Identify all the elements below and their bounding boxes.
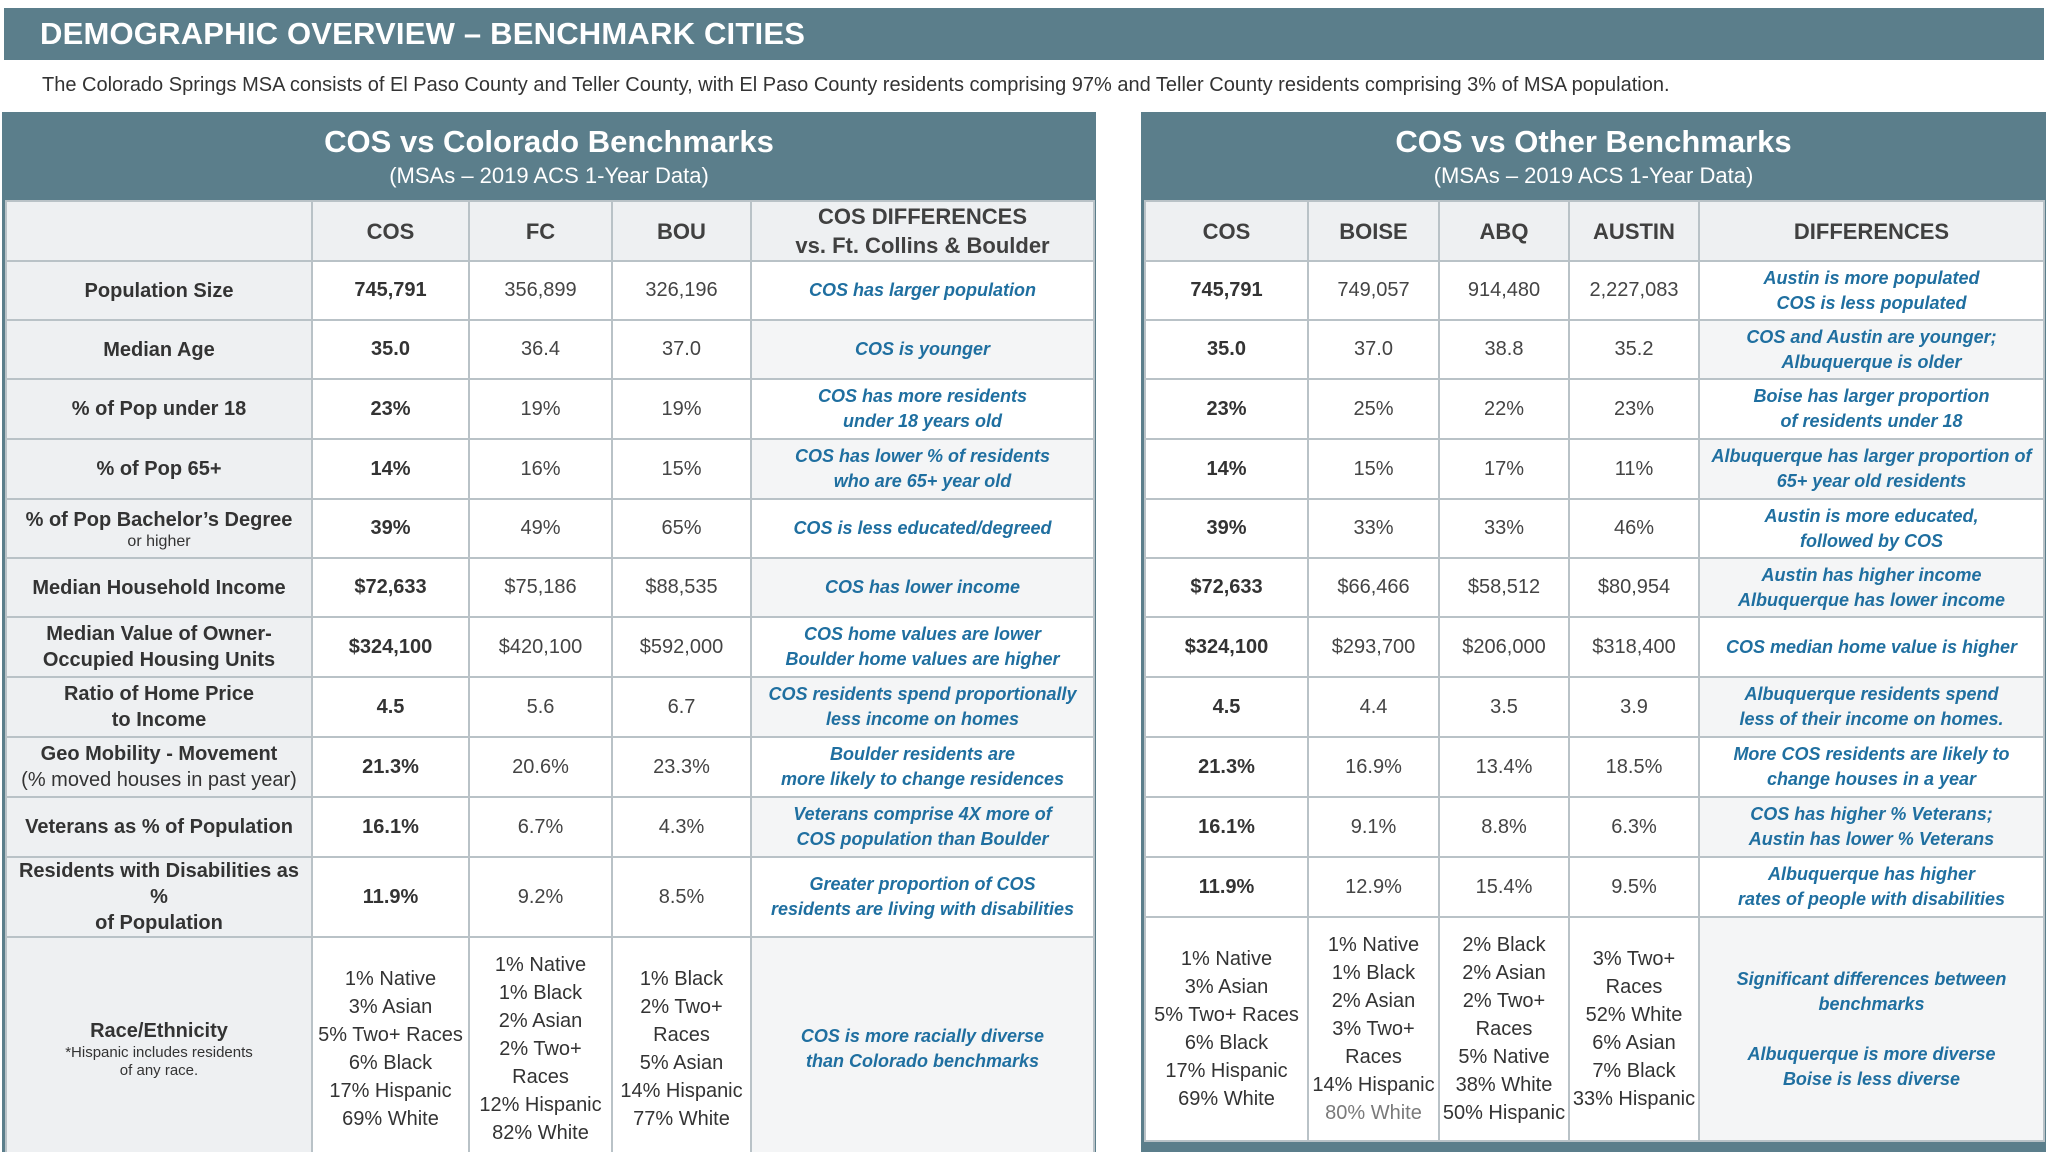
race-line: 2% Asian — [1462, 962, 1546, 984]
row-label-line: Race/Ethnicity — [90, 1020, 228, 1042]
austin-value: $318,400 — [1569, 617, 1699, 677]
fc-value: 9.2% — [469, 857, 612, 937]
bou-value: $592,000 — [612, 617, 751, 677]
abq-value: 38.8 — [1439, 320, 1569, 379]
difference-line: followed by COS — [1799, 530, 1943, 551]
cos-value: 23% — [1145, 379, 1308, 439]
difference-line: less of their income on homes. — [1739, 709, 2004, 729]
difference-note — [1699, 797, 2044, 857]
other-benchmarks-table — [1144, 200, 2045, 1142]
difference-line: under 18 years old — [842, 411, 1003, 431]
bou-value: 37.0 — [612, 320, 751, 379]
race-line: 3% Asian — [1184, 976, 1269, 998]
row-label-line: Ratio of Home Price — [63, 683, 255, 705]
col-header-austin: AUSTIN — [1569, 201, 1699, 261]
table-row — [1145, 857, 2044, 917]
difference-line: residents are living with disabilities — [770, 899, 1075, 919]
race-line: 6% Asian — [1592, 1032, 1676, 1054]
header-row — [6, 201, 1094, 261]
table-row — [1145, 379, 2044, 439]
race-row — [1145, 917, 2044, 1141]
fc-value: 36.4 — [469, 320, 612, 379]
table-row — [1145, 439, 2044, 499]
race-line: Races — [512, 1066, 569, 1088]
race-line: 5% Native — [1458, 1046, 1550, 1068]
difference-note — [1699, 857, 2044, 917]
row-label — [6, 677, 312, 737]
bou-value: 15% — [612, 439, 751, 499]
row-label-line: to Income — [111, 709, 207, 731]
cos-value: $72,633 — [1145, 558, 1308, 617]
race-line: 1% Black — [639, 968, 724, 990]
difference-note — [1699, 379, 2044, 439]
cos-value: 14% — [1145, 439, 1308, 499]
cos-value: $324,100 — [312, 617, 469, 677]
austin-value: 23% — [1569, 379, 1699, 439]
header-row — [1145, 201, 2044, 261]
cos-value: 21.3% — [1145, 737, 1308, 797]
boise-race-breakdown — [1308, 917, 1439, 1141]
table-row — [6, 379, 1094, 439]
bou-value: 19% — [612, 379, 751, 439]
difference-line: Austin has lower % Veterans — [1748, 829, 1995, 849]
cos-value: 16.1% — [312, 797, 469, 857]
panel-title: COS vs Other Benchmarks — [1395, 124, 1792, 159]
difference-note: COS is younger — [751, 320, 1094, 379]
bou-race-breakdown — [612, 937, 751, 1152]
race-line: 50% Hispanic — [1442, 1102, 1566, 1124]
race-line: 2% Asian — [1331, 990, 1416, 1012]
difference-note — [751, 617, 1094, 677]
race-line: 69% White — [342, 1108, 439, 1130]
table-row — [6, 558, 1094, 617]
race-line: 12% Hispanic — [479, 1094, 602, 1116]
race-line: 1% Black — [498, 982, 583, 1004]
cos-value: 4.5 — [312, 677, 469, 737]
abq-value: 22% — [1439, 379, 1569, 439]
austin-value: 46% — [1569, 499, 1699, 558]
race-line: 1% Black — [1331, 962, 1416, 984]
difference-line: COS has more residents — [817, 386, 1028, 406]
difference-line: More COS residents are likely to — [1733, 744, 2010, 764]
row-label — [6, 737, 312, 797]
page-subtitle: The Colorado Springs MSA consists of El Paso County and Teller County, with El Paso County residents comprising 97% and Teller County residents comprising 3% of MSA population. — [42, 74, 1670, 96]
race-line: 3% Two+ — [1332, 1018, 1415, 1040]
race-line: 5% Two+ Races — [318, 1024, 463, 1046]
row-label-line: (% moved houses in past year) — [21, 769, 297, 791]
fc-value: 16% — [469, 439, 612, 499]
austin-value: 11% — [1569, 439, 1699, 499]
difference-line: who are 65+ year old — [833, 471, 1012, 491]
row-label — [6, 857, 312, 937]
row-label-line: Median Value of Owner- — [46, 623, 272, 645]
bou-value: 326,196 — [612, 261, 751, 320]
race-line: 2% Asian — [498, 1010, 583, 1032]
austin-value: $80,954 — [1569, 558, 1699, 617]
difference-line: Boise is less diverse — [1782, 1068, 1961, 1089]
austin-value: 9.5% — [1569, 857, 1699, 917]
cos-value: 11.9% — [312, 857, 469, 937]
table-row — [6, 737, 1094, 797]
row-label-line: Geo Mobility - Movement — [40, 743, 278, 765]
row-label-line: % of Pop Bachelor’s Degree — [25, 508, 293, 531]
abq-value: 8.8% — [1439, 797, 1569, 857]
table-row — [1145, 617, 2044, 677]
boise-value: 749,057 — [1308, 261, 1439, 320]
race-line: Races — [653, 1024, 710, 1046]
boise-value: 37.0 — [1308, 320, 1439, 379]
abq-value: 914,480 — [1439, 261, 1569, 320]
race-line: 14% Hispanic — [1312, 1074, 1435, 1096]
table-row — [6, 677, 1094, 737]
colorado-benchmarks-table — [5, 200, 1095, 1152]
difference-note — [751, 439, 1094, 499]
col-header-differences: DIFFERENCES — [1699, 201, 2044, 261]
row-label-line: of Population — [95, 912, 223, 934]
cos-value: 745,791 — [312, 261, 469, 320]
col-header-boise: BOISE — [1308, 201, 1439, 261]
difference-note — [1699, 320, 2044, 379]
difference-line: Albuquerque has higher — [1767, 864, 1976, 884]
difference-note — [751, 797, 1094, 857]
race-line: 3% Two+ — [1592, 948, 1676, 970]
col-header-fc: FC — [469, 201, 612, 261]
boise-value: 9.1% — [1308, 797, 1439, 857]
bou-value: 23.3% — [612, 737, 751, 797]
difference-note — [751, 737, 1094, 797]
race-line: 3% Asian — [348, 996, 433, 1018]
row-label: Veterans as % of Population — [6, 797, 312, 857]
col-header-bou: BOU — [612, 201, 751, 261]
austin-value: 6.3% — [1569, 797, 1699, 857]
abq-race-breakdown — [1439, 917, 1569, 1141]
abq-value: 13.4% — [1439, 737, 1569, 797]
difference-line: COS and Austin are younger; — [1746, 326, 1997, 347]
cos-value: 745,791 — [1145, 261, 1308, 320]
bou-value: 65% — [612, 499, 751, 558]
row-label: Median Age — [6, 320, 312, 379]
difference-line: 65+ year old residents — [1776, 471, 1967, 491]
austin-race-breakdown — [1569, 917, 1699, 1141]
difference-line: more likely to change residences — [780, 769, 1065, 789]
abq-value: $206,000 — [1439, 617, 1569, 677]
cos-value: 35.0 — [1145, 320, 1308, 379]
cos-value: 39% — [312, 499, 469, 558]
difference-note — [751, 857, 1094, 937]
cos-value: 21.3% — [312, 737, 469, 797]
col-header-cos: COS — [1145, 201, 1308, 261]
difference-line: benchmarks — [1818, 993, 1925, 1014]
difference-line: than Colorado benchmarks — [805, 1051, 1040, 1071]
difference-line: Greater proportion of COS — [809, 874, 1036, 894]
race-line: 52% White — [1585, 1004, 1683, 1026]
cos-race-breakdown — [1145, 917, 1308, 1141]
table-row — [6, 320, 1094, 379]
difference-note — [751, 379, 1094, 439]
difference-line: Boulder home values are higher — [785, 649, 1060, 669]
table-row — [6, 617, 1094, 677]
cos-value: 11.9% — [1145, 857, 1308, 917]
boise-value: 4.4 — [1308, 677, 1439, 737]
race-line: 1% Native — [1180, 948, 1273, 970]
difference-line: Austin has higher income — [1761, 564, 1982, 585]
race-line: 17% Hispanic — [329, 1080, 452, 1102]
abq-value: 33% — [1439, 499, 1569, 558]
race-row — [6, 937, 1094, 1152]
race-line: Races — [1605, 976, 1663, 998]
bou-value: $88,535 — [612, 558, 751, 617]
table-row — [6, 261, 1094, 320]
difference-note — [1699, 917, 2044, 1141]
race-line: 1% Native — [1327, 934, 1420, 956]
row-label-line: Occupied Housing Units — [42, 649, 276, 671]
race-line: 33% Hispanic — [1572, 1088, 1696, 1110]
race-line: 2% Two+ — [1462, 990, 1546, 1012]
difference-note — [1699, 499, 2044, 558]
fc-value: 19% — [469, 379, 612, 439]
race-line: 2% Two+ — [640, 996, 723, 1018]
bou-value: 4.3% — [612, 797, 751, 857]
race-line: 69% White — [1178, 1088, 1275, 1110]
race-line: Races — [1345, 1046, 1402, 1068]
abq-value: 3.5 — [1439, 677, 1569, 737]
race-line: 82% White — [492, 1122, 589, 1144]
race-line: 6% Black — [1184, 1032, 1269, 1054]
boise-value: $66,466 — [1308, 558, 1439, 617]
cos-value: 14% — [312, 439, 469, 499]
fc-value: 6.7% — [469, 797, 612, 857]
difference-line: COS home values are lower — [803, 624, 1042, 644]
race-line: 5% Asian — [639, 1052, 724, 1074]
row-label-note: or higher — [127, 532, 191, 550]
race-line: 2% Two+ — [499, 1038, 582, 1060]
race-line: Races — [1475, 1018, 1533, 1040]
fc-value: 5.6 — [469, 677, 612, 737]
cos-value: 16.1% — [1145, 797, 1308, 857]
row-label-line: Residents with Disabilities as % — [18, 860, 300, 908]
difference-line: Boulder residents are — [829, 744, 1016, 764]
row-label-note: *Hispanic includes residents — [65, 1044, 253, 1061]
difference-line: Austin is more populated — [1763, 267, 1980, 288]
col-header-differences-line1: COS DIFFERENCES — [817, 204, 1028, 229]
abq-value: 15.4% — [1439, 857, 1569, 917]
col-header-differences-line2: vs. Ft. Collins & Boulder — [795, 233, 1050, 258]
difference-line: COS residents spend proportionally — [768, 684, 1077, 704]
table-row — [6, 857, 1094, 937]
panel-title: COS vs Colorado Benchmarks — [324, 124, 774, 159]
boise-value: 25% — [1308, 379, 1439, 439]
difference-line: change houses in a year — [1766, 769, 1977, 789]
race-line: 80% White — [1325, 1102, 1422, 1124]
abq-value: $58,512 — [1439, 558, 1569, 617]
austin-value: 2,227,083 — [1569, 261, 1699, 320]
table-row — [1145, 320, 2044, 379]
difference-line: rates of people with disabilities — [1737, 889, 2006, 909]
col-header-cos: COS — [312, 201, 469, 261]
row-label: % of Pop under 18 — [6, 379, 312, 439]
other-benchmarks-panel — [1141, 112, 2046, 1152]
difference-note: COS is less educated/degreed — [751, 499, 1094, 558]
col-header-abq: ABQ — [1439, 201, 1569, 261]
race-line: 7% Black — [1592, 1060, 1676, 1082]
difference-note — [1699, 261, 2044, 320]
abq-value: 17% — [1439, 439, 1569, 499]
difference-note — [751, 677, 1094, 737]
cos-value: $72,633 — [312, 558, 469, 617]
race-line: 77% White — [633, 1108, 730, 1130]
table-row — [6, 439, 1094, 499]
colorado-benchmarks-panel — [2, 112, 1096, 1152]
race-line: 6% Black — [348, 1052, 433, 1074]
fc-value: 49% — [469, 499, 612, 558]
row-label-note: of any race. — [119, 1062, 199, 1079]
race-line: 1% Native — [494, 954, 587, 976]
race-line: 1% Native — [344, 968, 437, 990]
boise-value: 33% — [1308, 499, 1439, 558]
difference-note — [1699, 737, 2044, 797]
table-row — [1145, 677, 2044, 737]
cos-race-breakdown — [312, 937, 469, 1152]
cos-value: 23% — [312, 379, 469, 439]
fc-value: 356,899 — [469, 261, 612, 320]
boise-value: $293,700 — [1308, 617, 1439, 677]
bou-value: 6.7 — [612, 677, 751, 737]
difference-note: COS median home value is higher — [1699, 617, 2044, 677]
page-title: DEMOGRAPHIC OVERVIEW – BENCHMARK CITIES — [4, 8, 2044, 60]
fc-value: $75,186 — [469, 558, 612, 617]
boise-value: 12.9% — [1308, 857, 1439, 917]
race-line: 17% Hispanic — [1165, 1060, 1288, 1082]
difference-line: Albuquerque has larger proportion of — [1711, 446, 2032, 466]
fc-value: $420,100 — [469, 617, 612, 677]
race-line: 38% White — [1455, 1074, 1553, 1096]
difference-line: Albuquerque is more diverse — [1747, 1043, 1996, 1064]
table-row — [1145, 261, 2044, 320]
table-row — [1145, 499, 2044, 558]
fc-race-breakdown — [469, 937, 612, 1152]
row-label: Population Size — [6, 261, 312, 320]
difference-line: Albuquerque is older — [1781, 351, 1962, 372]
panel-subtitle: (MSAs – 2019 ACS 1-Year Data) — [389, 163, 709, 188]
difference-note — [1699, 677, 2044, 737]
row-label — [6, 937, 312, 1152]
difference-line: Boise has larger proportion — [1753, 386, 1990, 406]
cos-value: 39% — [1145, 499, 1308, 558]
fc-value: 20.6% — [469, 737, 612, 797]
table-row — [6, 797, 1094, 857]
difference-note — [1699, 439, 2044, 499]
cos-value: 4.5 — [1145, 677, 1308, 737]
table-row — [1145, 737, 2044, 797]
difference-line: COS is less populated — [1776, 292, 1967, 313]
difference-line: COS population than Boulder — [796, 829, 1049, 849]
difference-line: COS has higher % Veterans; — [1750, 804, 1993, 824]
austin-value: 3.9 — [1569, 677, 1699, 737]
panel-header — [1144, 115, 2043, 200]
difference-line: Austin is more educated, — [1764, 505, 1979, 526]
difference-line: of residents under 18 — [1780, 411, 1963, 431]
difference-line: COS has lower % of residents — [794, 446, 1051, 466]
col-header-differences — [751, 201, 1094, 261]
difference-line: Albuquerque has lower income — [1737, 589, 2006, 610]
header-blank — [6, 201, 312, 261]
difference-note — [1699, 558, 2044, 617]
panel-subtitle: (MSAs – 2019 ACS 1-Year Data) — [1433, 163, 1754, 188]
austin-value: 18.5% — [1569, 737, 1699, 797]
row-label — [6, 617, 312, 677]
difference-note — [751, 937, 1094, 1152]
table-row — [6, 499, 1094, 558]
difference-line: less income on homes — [825, 709, 1020, 729]
cos-value: $324,100 — [1145, 617, 1308, 677]
austin-value: 35.2 — [1569, 320, 1699, 379]
cos-value: 35.0 — [312, 320, 469, 379]
bou-value: 8.5% — [612, 857, 751, 937]
difference-line: Albuquerque residents spend — [1744, 684, 1999, 704]
table-row — [1145, 558, 2044, 617]
difference-line: Veterans comprise 4X more of — [793, 804, 1052, 824]
difference-note: COS has lower income — [751, 558, 1094, 617]
row-label: % of Pop 65+ — [6, 439, 312, 499]
race-line: 2% Black — [1462, 934, 1546, 956]
panel-header — [5, 115, 1093, 200]
race-line: 5% Two+ Races — [1154, 1004, 1299, 1026]
row-label — [6, 499, 312, 558]
difference-line: COS is more racially diverse — [800, 1026, 1045, 1046]
boise-value: 16.9% — [1308, 737, 1439, 797]
row-label: Median Household Income — [6, 558, 312, 617]
difference-line: Significant differences between — [1736, 968, 2007, 989]
difference-note: COS has larger population — [751, 261, 1094, 320]
race-line: 14% Hispanic — [620, 1080, 743, 1102]
table-row — [1145, 797, 2044, 857]
boise-value: 15% — [1308, 439, 1439, 499]
